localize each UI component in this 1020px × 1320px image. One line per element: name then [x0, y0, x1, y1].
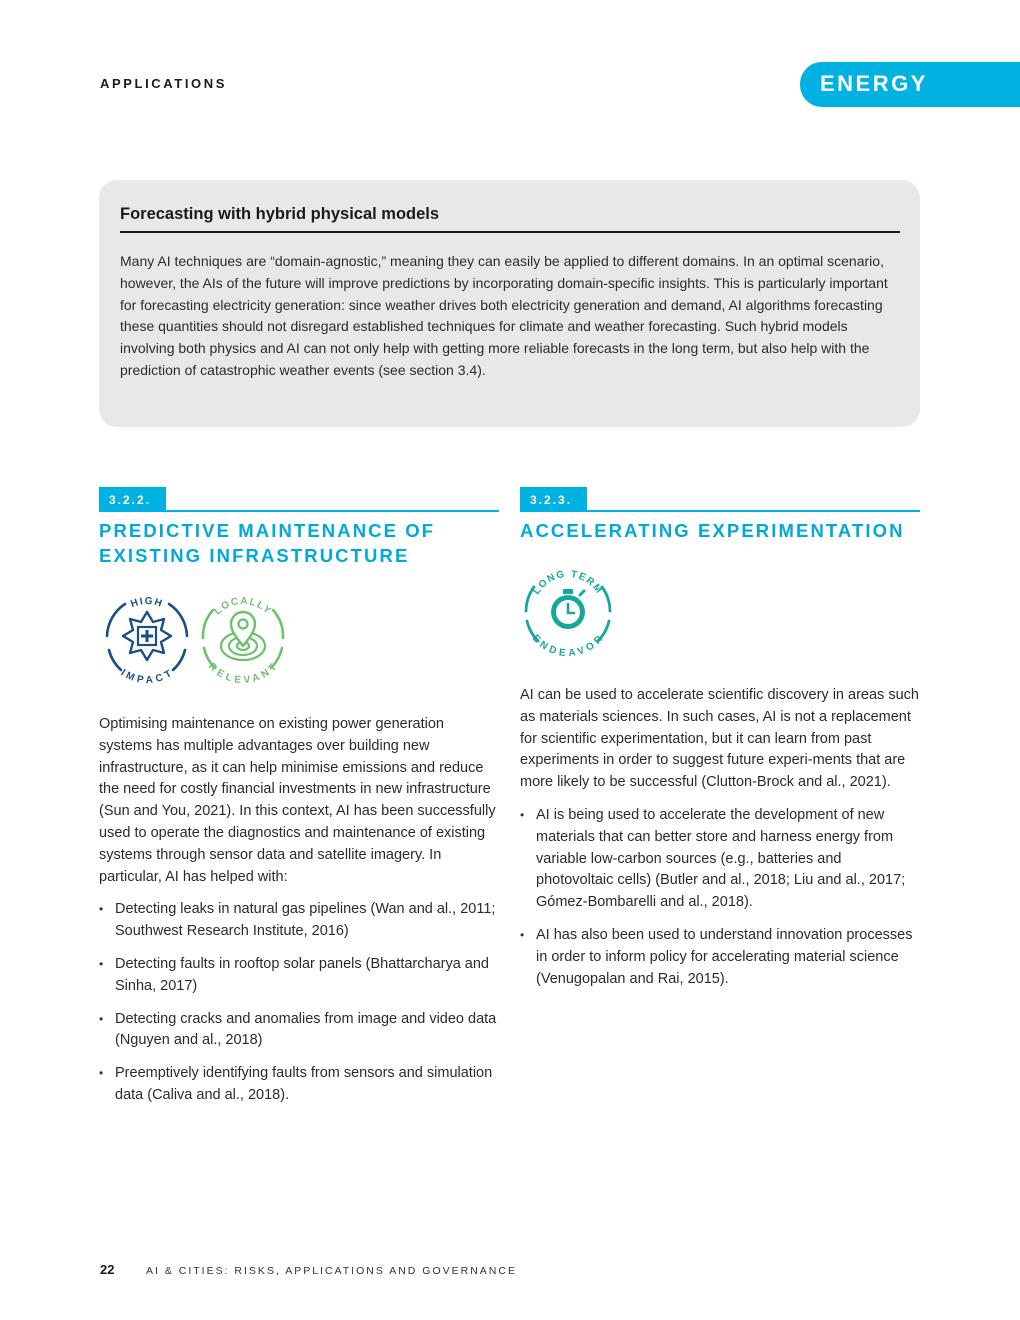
- high-impact-icon: [99, 590, 195, 686]
- section-number-bar: [99, 487, 499, 512]
- section-title: PREDICTIVE MAINTENANCE OF EXISTING INFRASTRUCTURE: [99, 520, 436, 566]
- section-title: ACCELERATING EXPERIMENTATION: [520, 520, 905, 541]
- callout-box: [99, 180, 920, 427]
- long-term-endeavor-icon: [520, 563, 616, 659]
- svg-text:IMPACT: IMPACT: [118, 667, 176, 686]
- bullet-list: [520, 805, 920, 990]
- list-item: • AI is being used to accelerate the development of new materials that can better store and harness energy from variable low-carbon sources (e.g., batteries and photovoltaic cells) (Butler and al., 2018; Liu and al., 2017; Gómez-Bombarelli and al., 2018).: [520, 805, 920, 914]
- locally-relevant-icon: [195, 590, 291, 686]
- section-number: 3.2.2.: [99, 487, 166, 511]
- svg-text:HIGH: HIGH: [129, 595, 165, 611]
- section-3-2-3: [520, 487, 920, 1001]
- section-number-bar: [520, 487, 920, 512]
- callout-body: Many AI techniques are “domain-agnostic,” meaning they can easily be applied to different domains. In an optimal scenario, however, the AIs of the future will improve predictions by incorporating domain-specific insights. This is particularly important for forecasting electricity generation: since weather drives both electricity generation and demand, AI algorithms forecasting these quantities should not disregard established techniques for climate and weather forecasting. Such hybrid models involving both physics and AI can not only help with getting more reliable forecasts in the long term, but also help with the prediction of catastrophic weather events (see section 3.4).: [120, 253, 888, 378]
- svg-text:RELEVANT: RELEVANT: [205, 660, 281, 686]
- list-item: • Detecting leaks in natural gas pipelines (Wan and al., 2011; Southwest Research Institute, 2016): [99, 899, 499, 943]
- section-intro: Optimising maintenance on existing power generation systems has multiple advantages over building new infrastructure, as it can help minimise emissions and reduce the need for costly financial investments in new infrastructure (Sun and You, 2021). In this context, AI has been successfully used to operate the diagnostics and maintenance of existing systems through sensor data and satellite imagery. In particular, AI has helped with:: [99, 716, 496, 885]
- callout-title: Forecasting with hybrid physical models: [120, 205, 900, 233]
- badge-row: [99, 590, 499, 690]
- section-number: 3.2.3.: [520, 487, 587, 511]
- section-3-2-2: [99, 487, 499, 1118]
- page-footer: [100, 1262, 517, 1277]
- section-tab-energy: ENERGY: [800, 62, 1020, 107]
- svg-text:LOCALLY: LOCALLY: [212, 595, 274, 618]
- svg-text:ENDEAVOR: ENDEAVOR: [529, 632, 607, 659]
- list-item: • Detecting faults in rooftop solar panels (Bhattarcharya and Sinha, 2017): [99, 954, 499, 998]
- bullet-list: [99, 899, 499, 1106]
- svg-text:LONG TERM: LONG TERM: [531, 568, 605, 597]
- badge-row: [520, 563, 920, 663]
- running-title: APPLICATIONS: [100, 76, 228, 91]
- publication-title: AI & CITIES: RISKS, APPLICATIONS AND GOVERNANCE: [146, 1265, 517, 1277]
- section-intro: AI can be used to accelerate scientific discovery in areas such as materials sciences. In such cases, AI is not a replacement for scientific experimentation, but it can learn from past experiments in order to suggest future experi-ments that are more likely to be successful (Clutton-Brock and al., 2021).: [520, 687, 919, 791]
- list-item: • Preemptively identifying faults from sensors and simulation data (Caliva and al., 2018).: [99, 1063, 499, 1107]
- list-item: • Detecting cracks and anomalies from image and video data (Nguyen and al., 2018): [99, 1009, 499, 1053]
- page-number: 22: [100, 1262, 115, 1277]
- list-item: • AI has also been used to understand innovation processes in order to inform policy for accelerating material science (Venugopalan and Rai, 2015).: [520, 925, 920, 990]
